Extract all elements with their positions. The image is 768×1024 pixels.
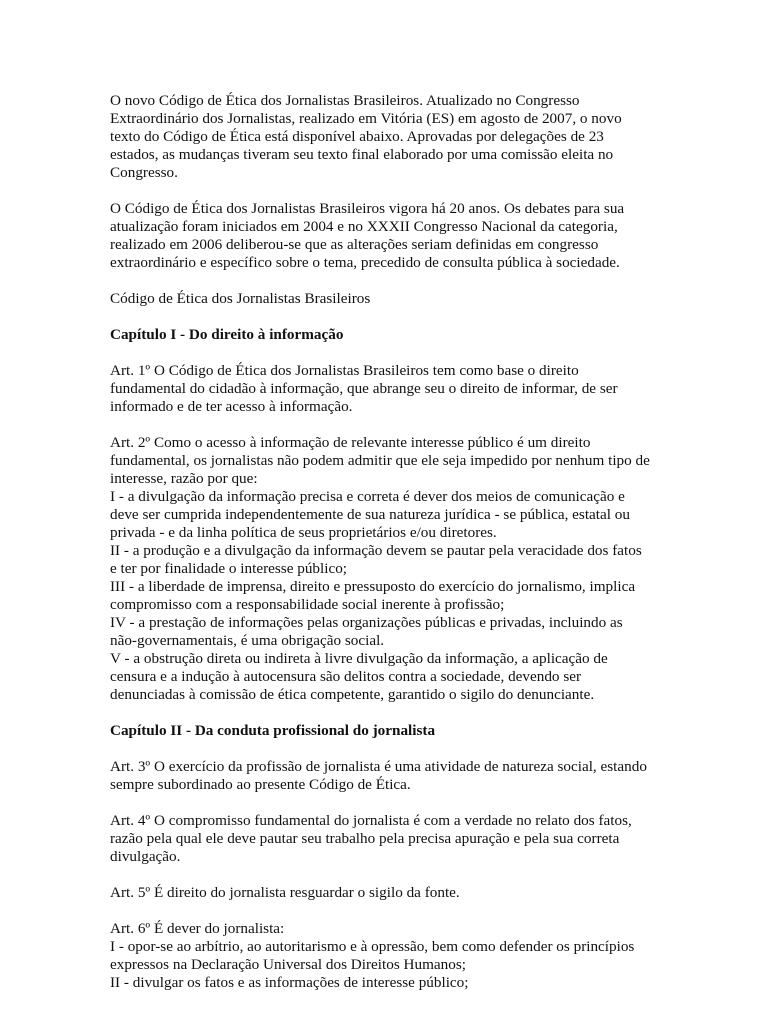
article-2 [110,434,650,704]
article-6 [110,920,650,992]
article-4: Art. 4º O compromisso fundamental do jornalista é com a verdade no relato dos fatos, razão pela qual ele deve pautar seu trabalho pela precisa apuração e pela sua correta divulgação. [110,812,632,865]
document-body [110,92,650,1010]
chapter-1-heading: Capítulo I - Do direito à informação [110,326,344,343]
article-6-lead: Art. 6º É dever do jornalista: [110,920,285,937]
article-5: Art. 5º É direito do jornalista resguardar o sigilo da fonte. [110,884,460,901]
article-2-item-1: I - a divulgação da informação precisa e correta é dever dos meios de comunicação e deve ser cumprida independentemente de sua natureza jurídica - se pública, estatal ou privada - e da linha política de seus proprietários e/ou diretores. [110,488,630,541]
document-title: Código de Ética dos Jornalistas Brasileiros [110,290,371,307]
article-6-item-2: II - divulgar os fatos e as informações de interesse público; [110,974,469,991]
article-2-item-2: II - a produção e a divulgação da informação devem se pautar pela veracidade dos fatos e ter por finalidade o interesse público; [110,542,642,577]
article-1: Art. 1º O Código de Ética dos Jornalistas Brasileiros tem como base o direito fundamental do cidadão à informação, que abrange seu o direito de informar, de ser informado e de ter acesso à informação. [110,362,618,415]
intro-paragraph-1: O novo Código de Ética dos Jornalistas Brasileiros. Atualizado no Congresso Extraordinário dos Jornalistas, realizado em Vitória (ES) em agosto de 2007, o novo texto do Código de Ética está disponível abaixo. Aprovadas por delegações de 23 estados, as mudanças tiveram seu texto final elaborado por uma comissão eleita no Congresso. [110,92,622,181]
intro-paragraph-2: O Código de Ética dos Jornalistas Brasileiros vigora há 20 anos. Os debates para sua atualização foram iniciados em 2004 e no XXXII Congresso Nacional da categoria, realizado em 2006 deliberou-se que as alterações seriam definidas em congresso extraordinário e específico sobre o tema, precedido de consulta pública à sociedade. [110,200,625,271]
article-2-lead: Art. 2º Como o acesso à informação de relevante interesse público é um direito fundamental, os jornalistas não podem admitir que ele seja impedido por nenhum tipo de interesse, razão por que: [110,434,650,487]
article-2-item-4: IV - a prestação de informações pelas organizações públicas e privadas, incluindo as não-governamentais, é uma obrigação social. [110,614,623,649]
chapter-2-heading: Capítulo II - Da conduta profissional do jornalista [110,722,436,739]
article-2-item-3: III - a liberdade de imprensa, direito e pressuposto do exercício do jornalismo, implica compromisso com a responsabilidade social inerente à profissão; [110,578,636,613]
article-2-item-5: V - a obstrução direta ou indireta à livre divulgação da informação, a aplicação de censura e a indução à autocensura são delitos contra a sociedade, devendo ser denunciadas à comissão de ética competente, garantido o sigilo do denunciante. [110,650,608,703]
article-6-item-1: I - opor-se ao arbítrio, ao autoritarismo e à opressão, bem como defender os princípios expressos na Declaração Universal dos Direitos Humanos; [110,938,635,973]
article-3: Art. 3º O exercício da profissão de jornalista é uma atividade de natureza social, estando sempre subordinado ao presente Código de Ética. [110,758,647,793]
